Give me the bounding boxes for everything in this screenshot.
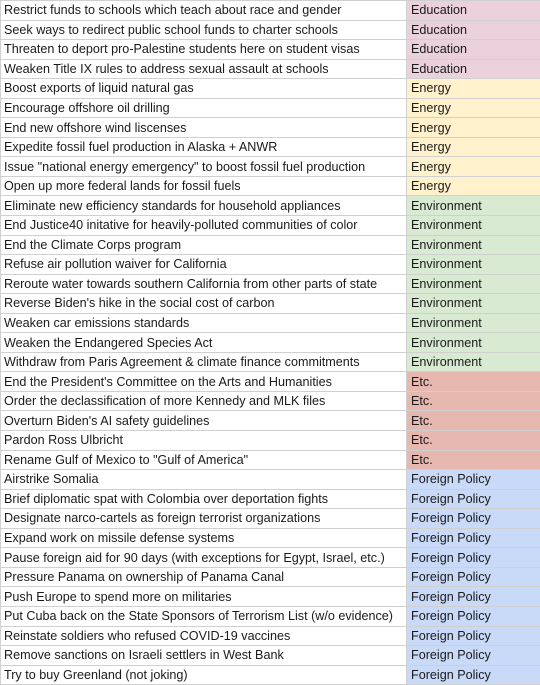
policy-cell[interactable]: Encourage offshore oil drilling — [1, 98, 407, 118]
table-row — [1, 431, 540, 451]
policy-cell[interactable]: Open up more federal lands for fossil fuels — [1, 176, 407, 196]
policy-cell[interactable]: Weaken Title IX rules to address sexual assault at schools — [1, 59, 407, 79]
table-row — [1, 548, 540, 568]
table-row — [1, 411, 540, 431]
policy-cell[interactable]: Eliminate new efficiency standards for household appliances — [1, 196, 407, 216]
table-row — [1, 509, 540, 529]
category-cell[interactable]: Etc. — [407, 411, 540, 431]
table-row — [1, 626, 540, 646]
category-cell[interactable]: Energy — [407, 137, 540, 157]
table-row — [1, 489, 540, 509]
category-cell[interactable]: Foreign Policy — [407, 489, 540, 509]
table-row — [1, 20, 540, 40]
category-cell[interactable]: Foreign Policy — [407, 587, 540, 607]
table-row — [1, 274, 540, 294]
table-row — [1, 352, 540, 372]
table-row — [1, 646, 540, 666]
table-row — [1, 587, 540, 607]
policy-cell[interactable]: End the Climate Corps program — [1, 235, 407, 255]
policy-cell[interactable]: Airstrike Somalia — [1, 470, 407, 490]
table-row — [1, 118, 540, 138]
category-cell[interactable]: Foreign Policy — [407, 567, 540, 587]
policy-cell[interactable]: Threaten to deport pro-Palestine students here on student visas — [1, 40, 407, 60]
category-cell[interactable]: Energy — [407, 79, 540, 99]
policy-cell[interactable]: Reroute water towards southern California from other parts of state — [1, 274, 407, 294]
table-row — [1, 665, 540, 685]
category-cell[interactable]: Etc. — [407, 391, 540, 411]
policy-cell[interactable]: Reinstate soldiers who refused COVID-19 vaccines — [1, 626, 407, 646]
category-cell[interactable]: Energy — [407, 157, 540, 177]
table-row — [1, 59, 540, 79]
table-row — [1, 450, 540, 470]
policy-cell[interactable]: Weaken the Endangered Species Act — [1, 333, 407, 353]
policy-cell[interactable]: Boost exports of liquid natural gas — [1, 79, 407, 99]
policy-cell[interactable]: Designate narco-cartels as foreign terrorist organizations — [1, 509, 407, 529]
policy-cell[interactable]: Overturn Biden's AI safety guidelines — [1, 411, 407, 431]
policy-cell[interactable]: Reverse Biden's hike in the social cost of carbon — [1, 294, 407, 314]
category-cell[interactable]: Education — [407, 20, 540, 40]
category-cell[interactable]: Etc. — [407, 372, 540, 392]
category-cell[interactable]: Foreign Policy — [407, 528, 540, 548]
category-cell[interactable]: Energy — [407, 118, 540, 138]
policy-cell[interactable]: Put Cuba back on the State Sponsors of Terrorism List (w/o evidence) — [1, 606, 407, 626]
policy-cell[interactable]: Remove sanctions on Israeli settlers in West Bank — [1, 646, 407, 666]
category-cell[interactable]: Energy — [407, 176, 540, 196]
policy-cell[interactable]: Try to buy Greenland (not joking) — [1, 665, 407, 685]
table-row — [1, 313, 540, 333]
category-cell[interactable]: Foreign Policy — [407, 626, 540, 646]
category-cell[interactable]: Education — [407, 59, 540, 79]
category-cell[interactable]: Education — [407, 1, 540, 21]
category-cell[interactable]: Foreign Policy — [407, 606, 540, 626]
category-cell[interactable]: Environment — [407, 255, 540, 275]
policy-cell[interactable]: Pause foreign aid for 90 days (with exceptions for Egypt, Israel, etc.) — [1, 548, 407, 568]
policy-cell[interactable]: Restrict funds to schools which teach about race and gender — [1, 1, 407, 21]
table-row — [1, 294, 540, 314]
policy-cell[interactable]: End new offshore wind liscenses — [1, 118, 407, 138]
category-cell[interactable]: Environment — [407, 333, 540, 353]
policy-cell[interactable]: Seek ways to redirect public school funds to charter schools — [1, 20, 407, 40]
spreadsheet-body — [1, 1, 540, 685]
policy-cell[interactable]: Expedite fossil fuel production in Alaska + ANWR — [1, 137, 407, 157]
table-row — [1, 79, 540, 99]
policy-cell[interactable]: End Justice40 initative for heavily-polluted communities of color — [1, 216, 407, 236]
policy-cell[interactable]: Refuse air pollution waiver for California — [1, 255, 407, 275]
table-row — [1, 176, 540, 196]
policy-cell[interactable]: Issue "national energy emergency" to boost fossil fuel production — [1, 157, 407, 177]
category-cell[interactable]: Foreign Policy — [407, 509, 540, 529]
table-row — [1, 333, 540, 353]
table-row — [1, 606, 540, 626]
category-cell[interactable]: Environment — [407, 235, 540, 255]
table-row — [1, 40, 540, 60]
policy-cell[interactable]: Pardon Ross Ulbricht — [1, 431, 407, 451]
category-cell[interactable]: Foreign Policy — [407, 470, 540, 490]
policy-cell[interactable]: Withdraw from Paris Agreement & climate finance commitments — [1, 352, 407, 372]
table-row — [1, 216, 540, 236]
category-cell[interactable]: Environment — [407, 313, 540, 333]
category-cell[interactable]: Foreign Policy — [407, 665, 540, 685]
policy-cell[interactable]: Order the declassification of more Kennedy and MLK files — [1, 391, 407, 411]
policy-cell[interactable]: Rename Gulf of Mexico to "Gulf of America" — [1, 450, 407, 470]
policy-cell[interactable]: Pressure Panama on ownership of Panama Canal — [1, 567, 407, 587]
table-row — [1, 157, 540, 177]
table-row — [1, 235, 540, 255]
table-row — [1, 98, 540, 118]
table-row — [1, 391, 540, 411]
category-cell[interactable]: Environment — [407, 352, 540, 372]
table-row — [1, 372, 540, 392]
policy-cell[interactable]: Expand work on missile defense systems — [1, 528, 407, 548]
category-cell[interactable]: Environment — [407, 294, 540, 314]
category-cell[interactable]: Foreign Policy — [407, 646, 540, 666]
policy-cell[interactable]: Weaken car emissions standards — [1, 313, 407, 333]
category-cell[interactable]: Environment — [407, 196, 540, 216]
category-cell[interactable]: Environment — [407, 216, 540, 236]
policy-cell[interactable]: Push Europe to spend more on militaries — [1, 587, 407, 607]
category-cell[interactable]: Energy — [407, 98, 540, 118]
table-row — [1, 196, 540, 216]
category-cell[interactable]: Etc. — [407, 431, 540, 451]
table-row — [1, 470, 540, 490]
table-row — [1, 137, 540, 157]
table-row — [1, 1, 540, 21]
category-cell[interactable]: Foreign Policy — [407, 548, 540, 568]
category-cell[interactable]: Education — [407, 40, 540, 60]
policy-cell[interactable]: End the President's Committee on the Arts and Humanities — [1, 372, 407, 392]
table-row — [1, 528, 540, 548]
table-row — [1, 567, 540, 587]
category-cell[interactable]: Etc. — [407, 450, 540, 470]
policy-cell[interactable]: Brief diplomatic spat with Colombia over deportation fights — [1, 489, 407, 509]
category-cell[interactable]: Environment — [407, 274, 540, 294]
table-row — [1, 255, 540, 275]
